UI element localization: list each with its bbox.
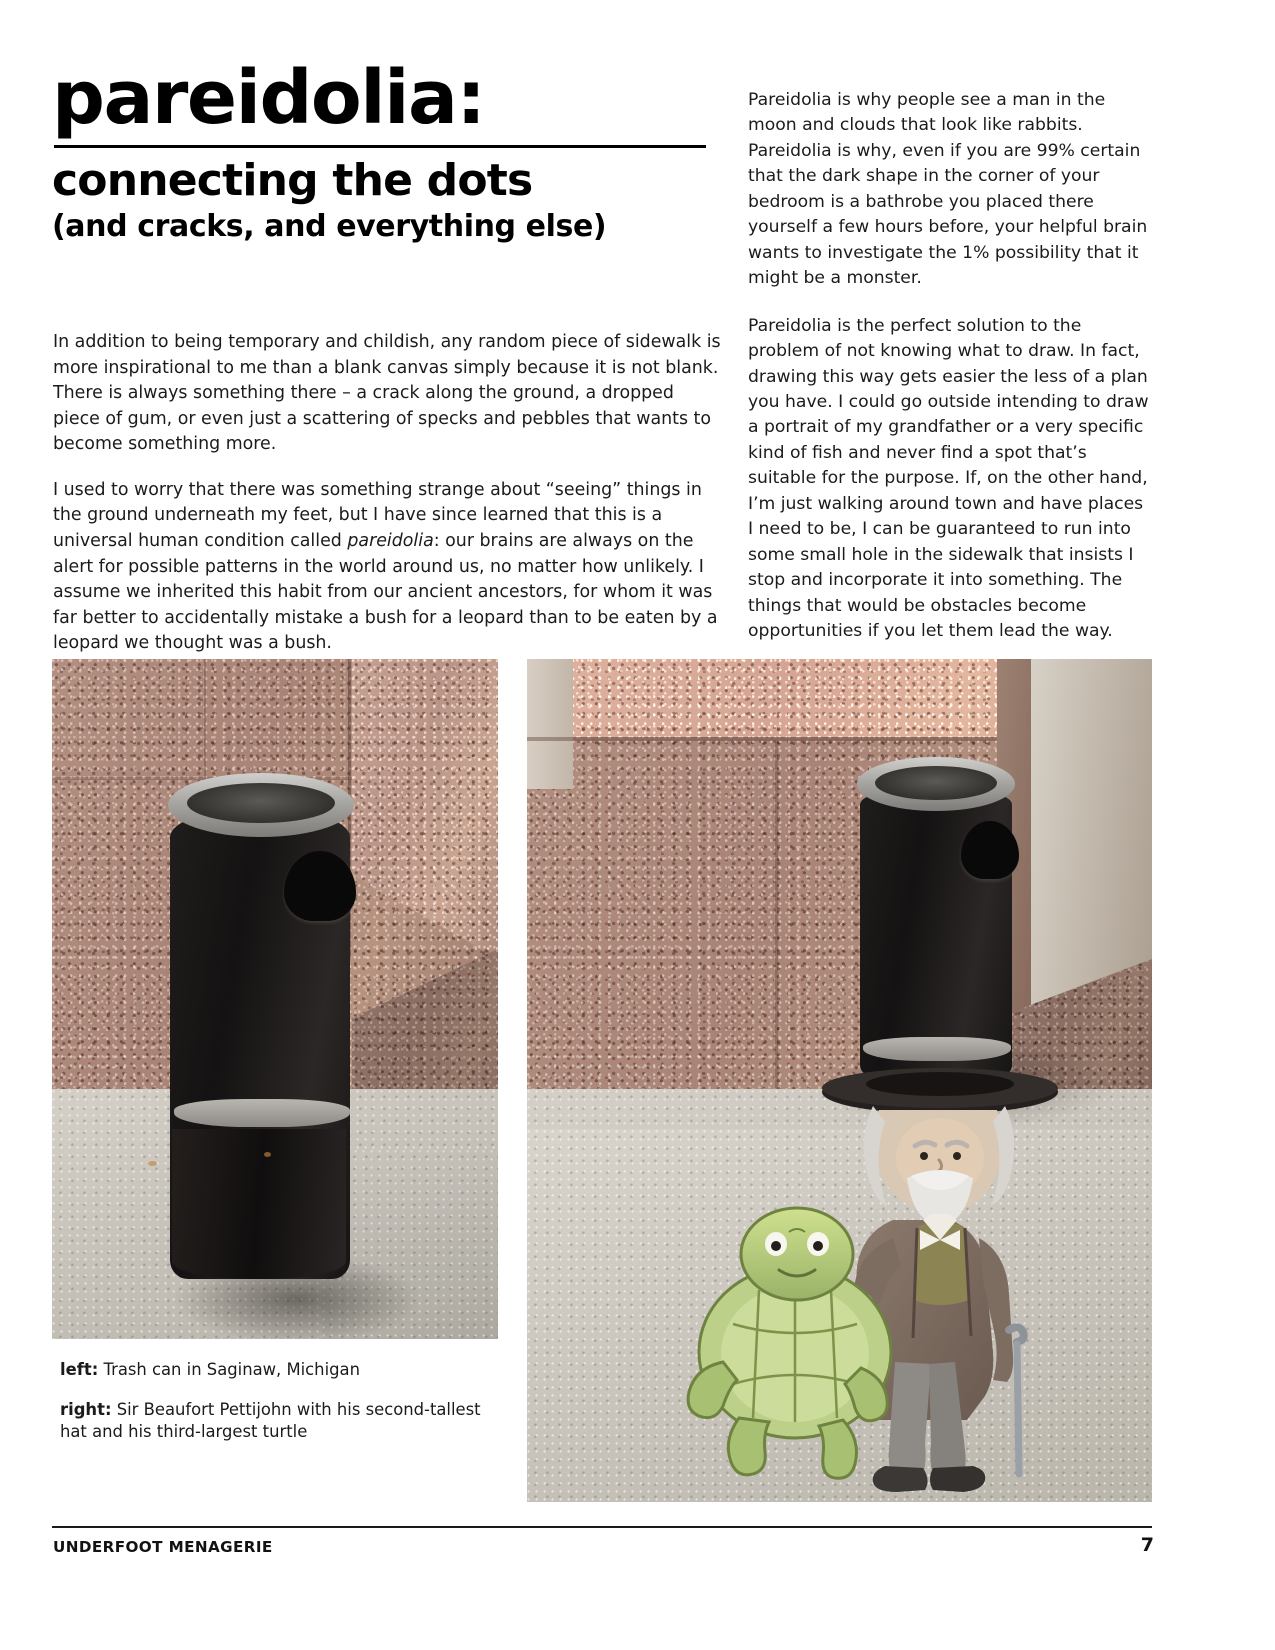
page-subtitle: connecting the dots	[52, 154, 533, 206]
paragraph: Pareidolia is the perfect solution to the problem of not knowing what to draw. In fact, drawing this way gets easier the less of a plan you have. I could go outside intending to draw a portrait of my grandfather or a very specific kind of fish and never find a spot that’s suitable for the purpose. If, on the other hand, I’m just walking around town and have places I need to be, I can be guaranteed to run into some small hole in the sidewalk that insists I stop and incorporate it into something. The things that would be obstacles become opportunities if you let them lead the way.	[748, 315, 1149, 642]
trash-can-stripe	[174, 1099, 350, 1127]
trash-can-opening	[187, 783, 335, 823]
trash-can-opening	[875, 766, 997, 800]
paragraph: Pareidolia is why people see a man in the moon and clouds that look like rabbits. Pareidolia is why, even if you are 99% certain that the dark shape in the corner of your bedroom is a bathrobe you placed there yourself a few hours before, your helpful brain wants to investigate the 1% possibility that it might be a monster.	[748, 90, 1148, 289]
title-underline	[54, 145, 706, 148]
paragraph: In addition to being temporary and childish, any random piece of sidewalk is more inspirational to me than a blank canvas simply because it is not blank. There is always something there – a crack along the ground, a dropped piece of gum, or even just a scattering of specks and pebbles that wants to become something more.	[53, 332, 721, 455]
figure-captions	[60, 1359, 500, 1461]
term-pareidolia: pareidolia	[347, 531, 434, 552]
caption-left	[60, 1359, 500, 1382]
title-block	[52, 55, 712, 244]
footer-book-title: UNDERFOOT MENAGERIE	[53, 1538, 273, 1556]
caption-left-text: Trash can in Saginaw, Michigan	[98, 1360, 360, 1379]
figure-right-photo	[527, 659, 1152, 1502]
body-column-right	[748, 88, 1152, 667]
figure-left-photo	[52, 659, 498, 1339]
chalk-drawing	[527, 1062, 1152, 1502]
caption-left-label: left:	[60, 1360, 99, 1379]
caption-right-text: Sir Beaufort Pettijohn with his second-tallest hat and his third-largest turtle	[60, 1399, 481, 1442]
page-title: pareidolia:	[52, 55, 485, 141]
chalk-turtle	[688, 1208, 891, 1478]
paragraph: I used to worry that there was something strange about “seeing” things in the ground underneath my feet, but I have since learned that this is a universal human condition called pareidolia: our brains are always on the alert for possible patterns in the world around us, no matter how unlikely. I assume we inherited this habit from our ancient ancestors, for whom it was far better to accidentally mistake a bush for a leopard than to be eaten by a leopard we thought was a bush.	[53, 479, 718, 654]
footer-page-number: 7	[1140, 1534, 1154, 1556]
caption-right-label: right:	[60, 1399, 112, 1419]
footer-divider	[52, 1526, 1152, 1528]
page-subtitle-secondary: (and cracks, and everything else)	[52, 208, 607, 244]
caption-right	[60, 1399, 500, 1444]
chalk-head	[864, 1106, 1014, 1226]
trash-can-stripe	[863, 1037, 1011, 1061]
body-column-left	[53, 330, 721, 677]
chalk-hat-brim	[822, 1068, 1058, 1114]
